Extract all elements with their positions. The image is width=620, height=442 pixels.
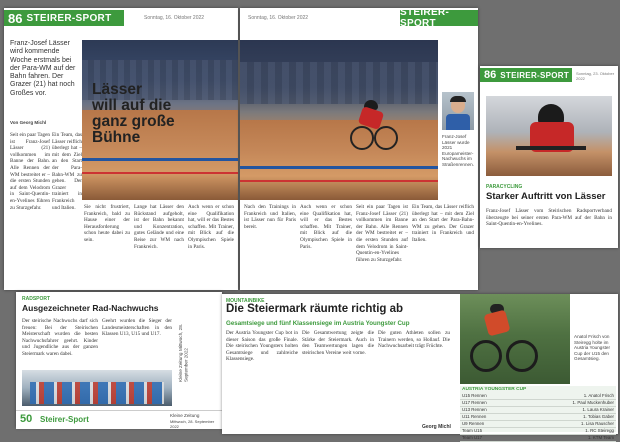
radsport-kicker: RADSPORT [22,296,51,302]
footer-date: Mittwoch, 28. September 2022 [170,418,215,430]
clipping-headline: Starker Auftritt von Lässer [486,191,606,202]
radsport-side-date: Mittwoch, 28. September 2022 [178,324,189,382]
results-table-rows [460,393,616,442]
table-cell-class: Team U17 [462,435,483,440]
footer-paper: Kleine Zeitung [170,413,200,418]
clipping-section: STEIRER-SPORT [500,70,570,80]
mtb-body-col1: Der Austria Youngster Cup bot in dieser Saison das große Finale. Die steirischen Youngsters holten Gesamtsiege und zahlreiche Klassensiege. [226,330,298,363]
page-header-right [400,7,478,29]
table-row [460,407,616,414]
article-intro: Franz-Josef Lässer wird kommende Woche erstmals bei der Para-WM auf der Bahn fahren. Der Grazer (21) hat noch Großes vor. [10,40,76,97]
main-headline [92,82,232,146]
table-cell-name: 1. Anatol Frisch [583,393,614,398]
page-date-right: Sonntag, 16. Oktober 2022 [248,15,309,21]
mtb-subhead: Gesamtsiege und fünf Klassensiege im Austria Youngster Cup [226,320,410,327]
portrait-photo [442,92,474,130]
footer-page-number: 50 [20,413,33,425]
table-row [460,414,616,421]
headline-line-2: will auf die [92,96,172,114]
article-body-col1b: Ein Team, das Lässer reiflich überlegt hat – mit dem Ziel an den Start der Para-Bahn-WM zu gehen. Der Grazer trainiert in Frankreich und Italien. [52,132,82,211]
portrait-caption: Franz-Josef Lässer wurde 2021 Europameister-Nachwuchs im Straßenrennen. [442,134,474,167]
clipping-date: Sonntag, 23. Oktober 2022 [576,71,615,81]
radsport-headline: Ausgezeichneter Rad-Nachwuchs [22,303,159,313]
clipping-mountainbike [222,294,618,440]
table-cell-class: U11 Rennen [462,414,487,419]
article-body-col3b: Auch wenn er schon eine Qualifikation hat, will er das Bestes schaffen. Mit Trainer, mit Blick auf die Olympischen Spiele in Paris. [188,204,234,250]
article-body-col5: Auch wenn er schon eine Qualifikation hat, will er das Bestes schaffen. Mit Trainer, mit Blick auf die Olympischen Spiele in Paris. [300,204,352,250]
table-cell-name: 1. Laura Krainer [582,407,614,412]
radsport-body: Der steirische Nachwuchs darf sich freuen: Bei der Steirischen Meisterschaft wurden die besten Nachwuchsfahrer geehrt. Kinder und Jugendliche aus der ganzen Steiermark waren dabei. [22,318,98,357]
radsport-side-paper: Kleine Zeitung [178,352,183,382]
clipping-photo [486,96,612,176]
article-body-col2: Sie nicht frustriert, Frankreich, bald zu Hause einer der Herausforderung schon heute dabei zu sein. [84,204,130,243]
clipping-radsport [16,292,222,428]
mtb-photo [460,294,570,384]
section-title: STEIRER-SPORT [26,12,112,24]
article-byline: Von Georg Michl [10,120,47,125]
article-body-col1: Seit ein paar Tagen ist Franz-Josef Lässer (21) vollkommen im Banne der Bahn. Alle Rennen der WM bestreitet er – die ersten Stunden auf dem Velodrom in Saint-Quentin-en-Yvelines führen zu Sturzgefahr. [10,132,50,211]
mtb-photo-caption: Anatol Frisch von Steiregg holte im Austria Youngster Cup der U15 den Gesamtsieg. [574,334,611,362]
article-body-col3: Lange hat Lässer den Rückstand aufgeholt, ist der Bahn bekannt und Konzentration, gutes Gelände und eine Reise zur WM nach Frankreich. [134,204,184,250]
mtb-body-col3: Die guten Athleten sollen zu Trainern werden, so Hollauf. Die Nachwuchsarbeit trägt Früchte. [378,330,450,350]
article-body-col7: Ein Team, das Lässer reiflich überlegt hat – mit dem Ziel an den Start der Para-Bahn-WM zu gehen. Der Grazer trainiert in Frankreich und Italien. [412,204,474,243]
newspaper-page-left [4,8,238,290]
cyclist-figure [352,100,392,150]
headline-line-3: ganz große [92,112,175,130]
headline-line-1: Lässer [92,81,142,98]
table-cell-class: U17 Rennen [462,400,487,405]
table-cell-name: 1. Lisa Rauscher [581,421,614,426]
footer-paper-info [170,413,222,430]
table-cell-class: U13 Rennen [462,407,487,412]
page-number: 86 [8,10,23,26]
page-date: Sonntag, 16. Oktober 2022 [144,15,205,21]
clipping-header [480,68,572,82]
article-body-col6: Seit ein paar Tagen ist Franz-Josef Lässer (21) vollkommen im Banne der Bahn. Alle Rennen der WM bestreitet er – die ersten Stunden auf dem Velodrom in Saint-Quentin-en-Yvelines führen zu Sturzgefahr. [356,204,408,263]
table-row [460,400,616,407]
table-row [460,428,616,435]
radsport-body-2: Geehrt wurden die Sieger der Landesmeisterschaften in den Klassen U13, U15 und U17. [102,318,172,338]
table-row [460,435,616,442]
team-group-photo [22,370,172,406]
table-cell-class: Team U15 [462,428,483,433]
radsport-side-label [178,302,218,382]
page-header-left [4,10,124,26]
results-table [460,386,616,440]
headline-line-4: Bühne [92,128,141,146]
clipping-page-number: 86 [484,69,497,81]
mtb-body-col2: Die Gesamtwertung zeigte die Stärke der Steiermark. Auch in den Teamwertungen lagen die steirischen Vereine weit vorne. [302,330,374,356]
table-cell-name: 1. RC Steiregg [585,428,614,433]
table-cell-class: U15 Rennen [462,393,487,398]
clipping-kicker: PARACYCLING [486,184,523,190]
table-cell-name: 1. Paul Muckenhuber [572,400,614,405]
clipping-repeat-article [480,66,618,248]
section-title-right: STEIRER-SPORT [400,7,450,29]
table-row [460,393,616,400]
mtb-kicker: MOUNTAINBIKE [226,298,265,304]
mtb-headline: Die Steiermark räumte richtig ab [226,303,404,315]
cyclist-track-photo [240,40,438,200]
results-table-title: AUSTRIA YOUNGSTER CUP [462,387,527,392]
article-body-col4: Nach den Trainings in Frankreich und Italien, ist Lässer nun für Paris bereit. [244,204,296,230]
table-cell-name: 1. KTM Team [587,435,614,440]
table-cell-name: 1. Tobias Gaber [583,414,614,419]
newspaper-page-right [240,8,478,290]
table-cell-class: U9 Rennen [462,421,485,426]
clipping-body: Franz-Josef Lässer vom Steirischen Radsportverband überzeugte bei seiner ersten Para-WM auf der Bahn in Saint-Quentin-en-Yvelines. [486,208,612,228]
table-row [460,421,616,428]
footer-section: Steirer-Sport [40,415,89,424]
mtb-signature: Georg Michl [422,424,451,430]
